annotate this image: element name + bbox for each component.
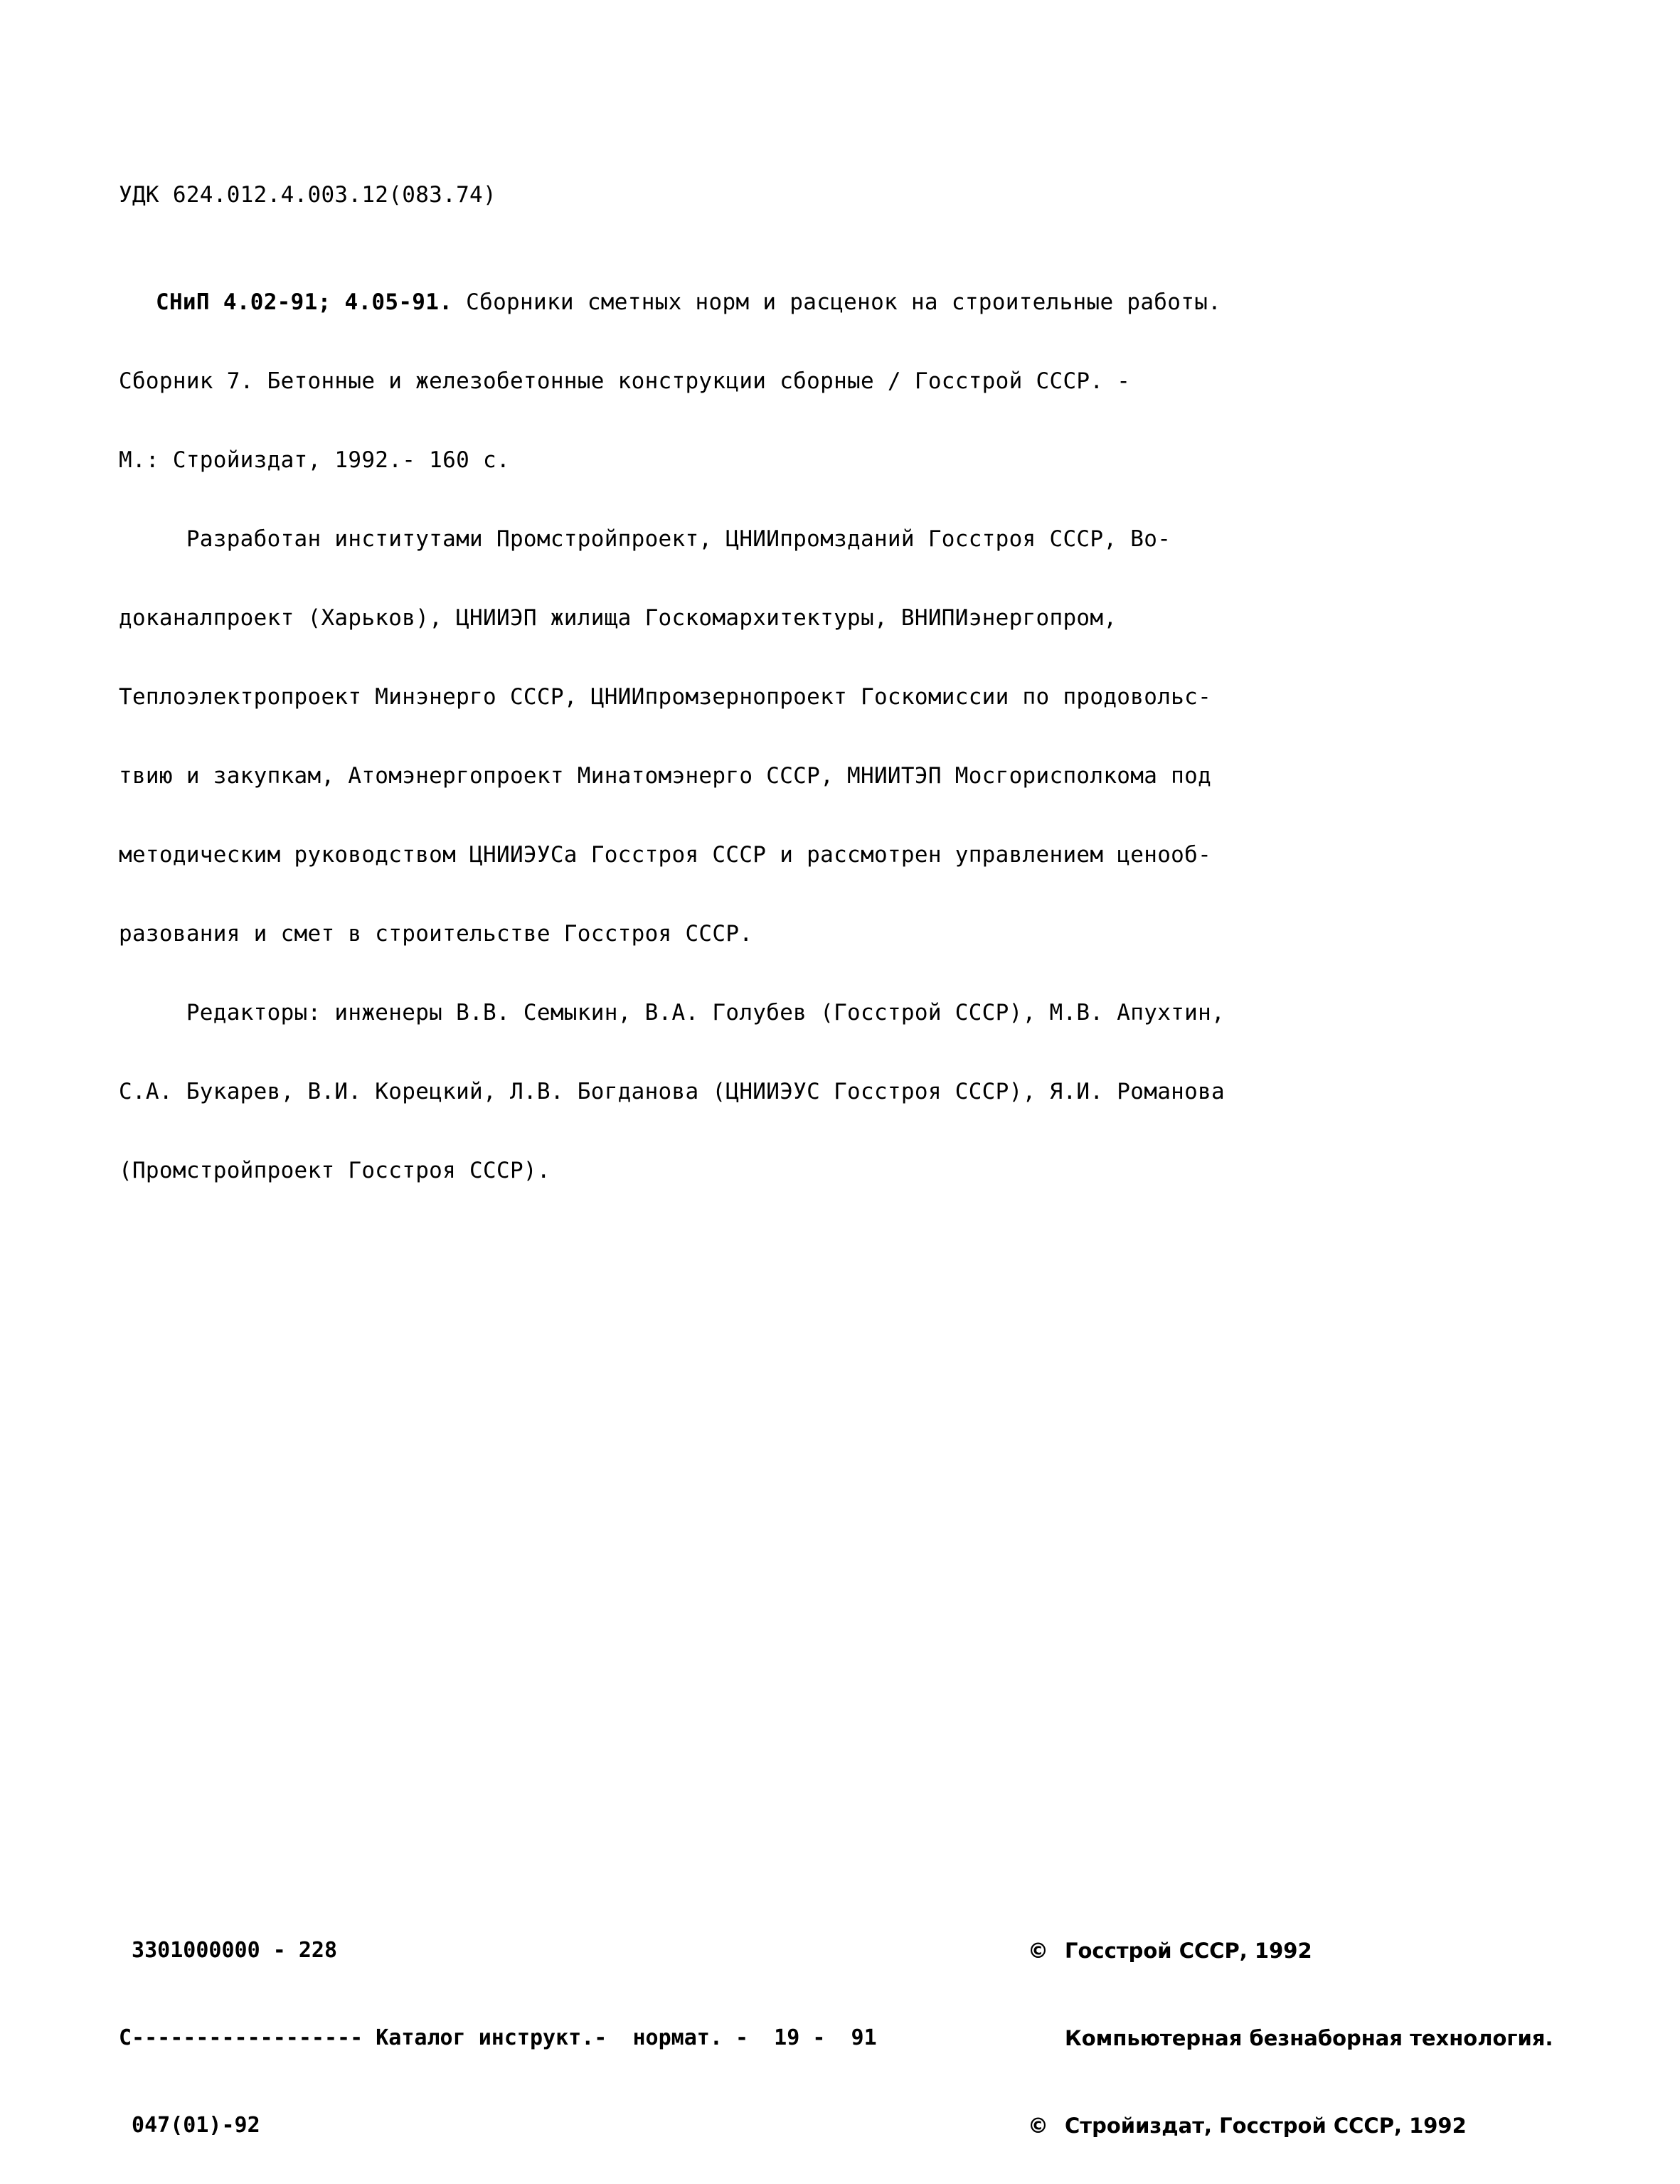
editors-line: Редакторы: инженеры В.В. Семыкин, В.А. Голубев (Госстрой СССР), М.В. Апухтин, [119, 1000, 1226, 1026]
copyright-icon: © [1028, 1939, 1048, 1963]
editors-line: (Промстройпроект Госстроя СССР). [119, 1158, 551, 1183]
developers-line: доканалпроект (Харьков), ЦНИИЭП жилища Госкомархитектуры, ВНИПИэнергопром, [119, 605, 1117, 631]
copyright-block [1028, 1878, 1553, 2170]
technology-note: Компьютерная безнаборная технология. [1065, 2026, 1553, 2050]
developers-line: Теплоэлектропроект Минэнерго СССР, ЦНИИпромзернопроект Госкомиссии по продовольс- [119, 684, 1212, 710]
catalog-index-block [119, 1877, 877, 2169]
editors-line: С.А. Букарев, В.И. Корецкий, Л.В. Богданова (ЦНИИЭУС Госстроя СССР), Я.И. Романова [119, 1079, 1226, 1104]
catalog-index-line-3: 047(01)-92 [119, 2113, 260, 2138]
developers-line: твию и закупкам, Атомэнергопроект Минатомэнерго СССР, МНИИТЭП Мосгорисполкома под [119, 763, 1212, 789]
catalog-index-line-1: 3301000000 - 228 [119, 1938, 338, 1963]
copyright-icon: © [1028, 2114, 1048, 2138]
biblio-line-3: М.: Стройиздат, 1992.- 160 с. [119, 447, 510, 473]
developers-line: методическим руководством ЦНИИЭУСа Госстроя СССР и рассмотрен управлением ценооб- [119, 842, 1212, 868]
catalog-index-line-2: С------------------ Каталог инструкт.- нормат. - 19 - 91 [119, 2025, 877, 2050]
standard-code: СНиП 4.02-91; 4.05-91. [156, 289, 453, 315]
copyright-line-2 [1028, 2024, 1553, 2053]
copyright-line-3 [1028, 2111, 1553, 2141]
copyright-holder-1: Госстрой СССР, 1992 [1065, 1939, 1312, 1963]
copyright-holder-2: Стройиздат, Госстрой СССР, 1992 [1065, 2114, 1467, 2138]
copyright-line-1 [1028, 1937, 1553, 1966]
developers-line: разования и смет в строительстве Госстроя СССР. [119, 921, 753, 947]
developers-line: Разработан институтами Промстройпроект, ЦНИИпромзданий Госстроя СССР, Во- [119, 526, 1171, 552]
biblio-line-1 [119, 289, 1225, 316]
bibliographic-record [119, 237, 1225, 1210]
udc-code: УДК 624.012.4.003.12(083.74) [119, 182, 496, 208]
biblio-line-2: Сборник 7. Бетонные и железобетонные конструкции сборные / Госстрой СССР. - [119, 368, 1131, 394]
collection-title: Сборники сметных норм и расценок на строительные работы. [452, 289, 1222, 315]
